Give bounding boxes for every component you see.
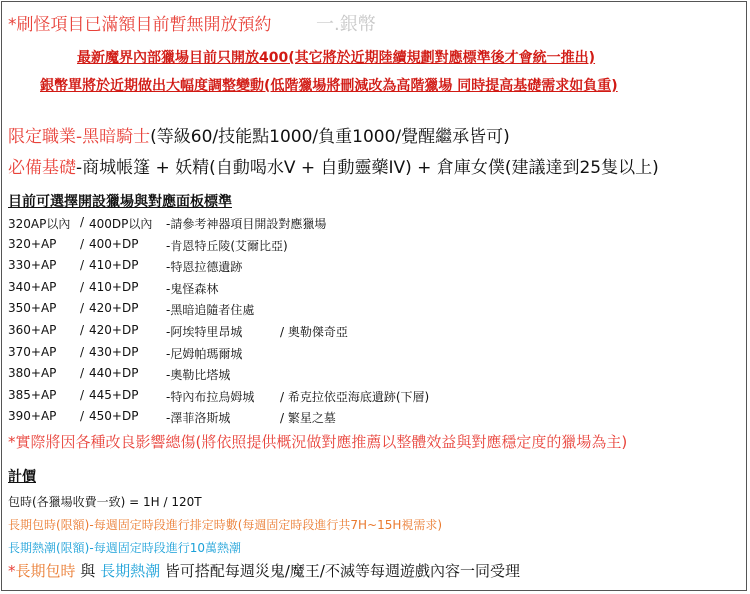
hunting-section-title: 目前可選擇開設獵場與對應面板標準 [8,194,232,210]
hunting-location: -奧勒比塔城 [166,368,231,383]
dp-value: 400DP以內 [89,217,153,231]
base-requirement [8,153,659,178]
ap-value: 340+AP [8,279,57,294]
job-label: 限定職業-黑暗騎士 [8,127,151,147]
separator: / [80,323,85,337]
final-rest: 皆可搭配每週災鬼/魔王/不滅等每週遊戲內容一同受理 [160,562,520,580]
base-detail: -商城帳篷 + 妖精(自動喝水V + 自動靈藥IV) + 倉庫女僕(建議達到25隻以上) [76,158,659,178]
final-option-1: 長期包時 [15,562,76,580]
hunting-location: -黑暗追隨者住處 [166,303,255,318]
job-requirement [8,122,510,147]
dp-value: 420+DP [89,323,139,337]
separator: / [80,409,85,424]
pricing-title: 計價 [8,469,36,485]
separator: / [80,301,85,316]
job-detail: (等級60/技能點1000/負重1000/覺醒繼承皆可) [150,127,510,147]
hunting-location: -肯恩特丘陵(艾爾比亞) [166,238,288,253]
dp-value: 430+DP [89,344,139,359]
dp-value: 440+DP [89,366,139,381]
announcement-1: 最新魔界內部獵場目前只開放400(其它將於近期陸續規劃對應標準後才會統一推出) [77,50,596,66]
ap-value: 320AP以內 [8,217,71,231]
final-and: 與 [75,562,101,580]
hunting-location: -請參考神器項目開設對應獵場 [166,217,327,231]
separator: / [80,236,85,251]
ap-value: 380+AP [8,366,57,381]
hunting-location: -鬼怪森林 [166,281,219,296]
ap-value: 360+AP [8,323,57,337]
ap-value: 390+AP [8,409,57,424]
separator: / [80,258,85,273]
dp-value: 445+DP [89,387,139,402]
hunting-location: -阿埃特里昂城 [166,325,243,339]
hunting-location: -澤菲洛斯城 [166,411,231,426]
final-option-2: 長期熱潮 [100,562,161,580]
hunting-location-alt: / 希克拉依亞海底遺跡(下層) [280,389,430,404]
final-prefix: * [8,562,16,580]
announcement-2: 銀幣單將於近期做出大幅度調整變動(低階獵場將刪減改為高階獵場 同時提高基礎需求如負重) [40,78,618,94]
damage-note: *實際將因各種改良影響總傷(將依照提供概況做對應推薦以整體效益與對應穩定度的獵場為主) [8,433,628,451]
hunting-location-alt: / 奧勒傑奇亞 [280,325,348,339]
dp-value: 450+DP [89,409,139,424]
ap-value: 330+AP [8,258,57,273]
pricing-option-long-term-time: 長期包時(限額)-每週固定時段進行排定時數(每週固定時段進行共7H~15H視需求) [8,518,443,532]
dp-value: 420+DP [89,301,139,316]
hunting-location: -尼姆帕瑪爾城 [166,346,243,361]
separator: / [80,387,85,402]
separator: / [80,279,85,294]
ap-value: 350+AP [8,301,57,316]
pricing-final-note [8,560,520,581]
dp-value: 410+DP [89,258,139,273]
dp-value: 410+DP [89,279,139,294]
separator: / [80,344,85,359]
base-label: 必備基礎 [8,158,76,178]
dp-value: 400+DP [89,236,139,251]
ap-value: 385+AP [8,387,57,402]
pricing-basic: 包時(各獵場收費一致) = 1H / 120T [8,495,202,509]
separator: / [80,366,85,381]
pricing-option-long-term-surge: 長期熱潮(限額)-每週固定時段進行10萬熱潮 [8,541,241,555]
hunting-location: -特恩拉德遺跡 [166,260,243,275]
hunting-location: -特內布拉烏姆城 [166,389,255,404]
watermark: 一.銀幣 [316,14,376,35]
ap-value: 320+AP [8,236,57,251]
full-notice: *刷怪項目已滿額目前暫無開放預約 [8,15,272,35]
separator: / [80,215,85,229]
hunting-location-alt: / 繁星之墓 [280,411,336,426]
ap-value: 370+AP [8,344,57,359]
